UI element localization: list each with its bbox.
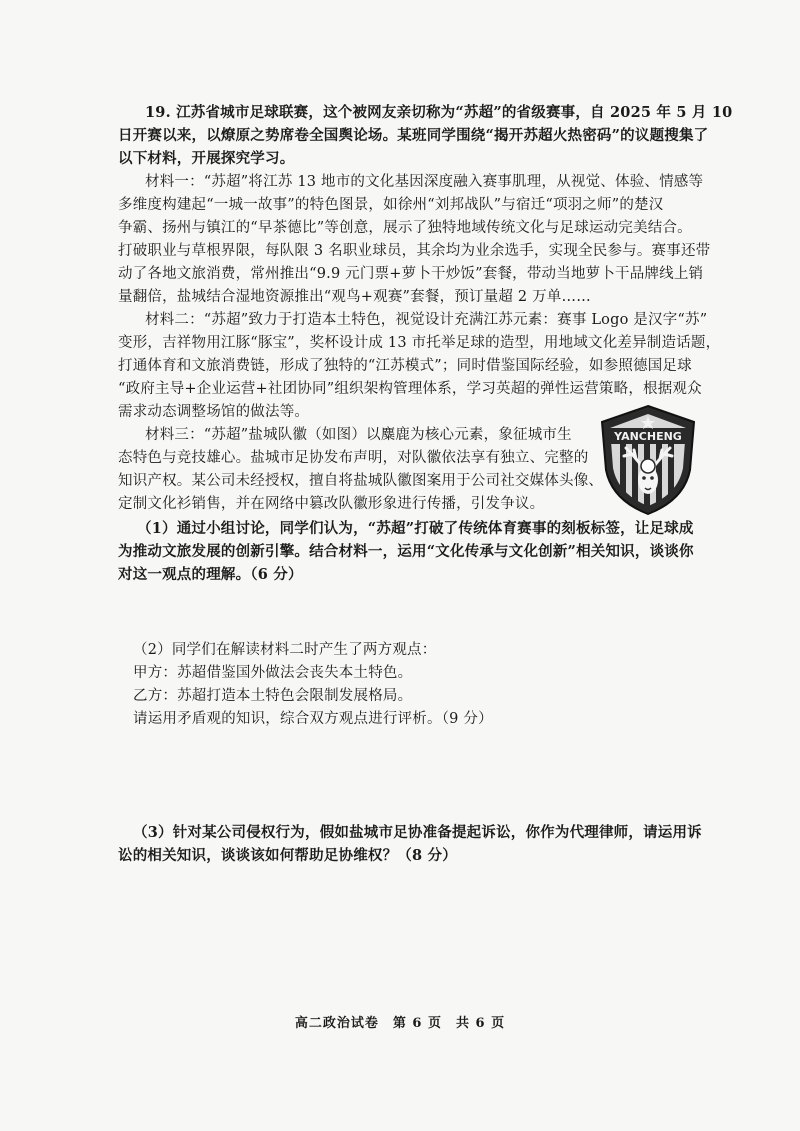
- question1-line: （1）通过小组讨论，同学们认为，“苏超”打破了传统体育赛事的刻板标签，让足球成: [137, 520, 694, 537]
- material3-line: 知识产权。某公司未经授权，擅自将盐城队徽图案用于公司社交媒体头像、: [118, 473, 604, 489]
- question2-line: 乙方：苏超打造本土特色会限制发展格局。: [133, 688, 413, 704]
- material2-line: 变形，吉祥物用江豚“豚宝”，奖杯设计成 13 市托举足球的造型，用地域文化差异制造话题，: [118, 335, 721, 351]
- yancheng-emblem-icon: [598, 404, 698, 516]
- question-stem-line: 日开赛以来，以燎原之势席卷全国舆论场。某班同学围绕“揭开苏超火热密码”的议题搜集了: [118, 127, 709, 144]
- material1-line: 动了各地文旅消费，常州推出“9.9 元门票+萝卜干炒饭”套餐，带动当地萝卜干品牌线上销: [118, 266, 704, 282]
- question2-line: 甲方：苏超借鉴国外做法会丧失本土特色。: [133, 665, 413, 681]
- material1-line: 打破职业与草根界限，每队限 3 名职业球员，其余均为业余选手，实现全民参与。赛事还带: [118, 243, 711, 259]
- question3-line: （3）针对某公司侵权行为，假如盐城市足协准备提起诉讼，你作为代理律师，请运用诉: [133, 824, 702, 841]
- page-footer: 高二政治试卷 第 6 页 共 6 页: [294, 1016, 506, 1031]
- question1-line: 对这一观点的理解。（6 分）: [118, 566, 303, 583]
- material3-line: 定制文化衫销售，并在网络中篡改队徽形象进行传播，引发争议。: [118, 496, 545, 512]
- material1-line: 量翻倍，盐城结合湿地资源推出“观鸟+观赛”套餐，预订量超 2 万单……: [118, 289, 591, 305]
- material1-line: 多维度构建起“一城一故事”的特色图景，如徐州“刘邦战队”与宿迁“项羽之师”的楚汉: [118, 197, 664, 213]
- question-stem-line: 19. 江苏省城市足球联赛，这个被网友亲切称为“苏超”的省级赛事，自 2025 年 5 月 10: [145, 104, 733, 121]
- material1-line: 材料一：“苏超”将江苏 13 地市的文化基因深度融入赛事肌理，从视觉、体验、情感等: [145, 174, 704, 190]
- question2-line: 请运用矛盾观的知识，综合双方观点进行评析。（9 分）: [133, 711, 493, 727]
- material2-line: “政府主导+企业运营+社团协同”组织架构管理体系，学习英超的弹性运营策略，根据观众: [118, 381, 702, 397]
- material3-line: 材料三：“苏超”盐城队徽（如图）以麋鹿为核心元素，象征城市生: [145, 427, 572, 443]
- question1-line: 为推动文旅发展的创新引擎。结合材料一，运用“文化传承与文化创新”相关知识，谈谈你: [118, 543, 694, 560]
- question-stem-line: 以下材料，开展探究学习。: [118, 150, 295, 167]
- material2-line: 打通体育和文旅消费链，形成了独特的“江苏模式”；同时借鉴国际经验，如参照德国足球: [118, 358, 692, 374]
- question2-line: （2）同学们在解读材料二时产生了两方观点：: [133, 642, 437, 658]
- material3-line: 态特色与竞技雄心。盐城市足协发布声明，对队徽依法享有独立、完整的: [118, 450, 589, 466]
- material1-line: 争霸、扬州与镇江的“早茶德比”等创意，展示了独特地域传统文化与足球运动完美结合。: [118, 220, 692, 236]
- emblem-text: YANCHENG: [614, 430, 682, 443]
- material2-line: 材料二：“苏超”致力于打造本土特色，视觉设计充满江苏元素：赛事 Logo 是汉字“苏”: [145, 312, 708, 328]
- question3-line: 讼的相关知识，谈谈该如何帮助足协维权？（8 分）: [118, 847, 457, 864]
- material2-line: 需求动态调整场馆的做法等。: [118, 404, 310, 420]
